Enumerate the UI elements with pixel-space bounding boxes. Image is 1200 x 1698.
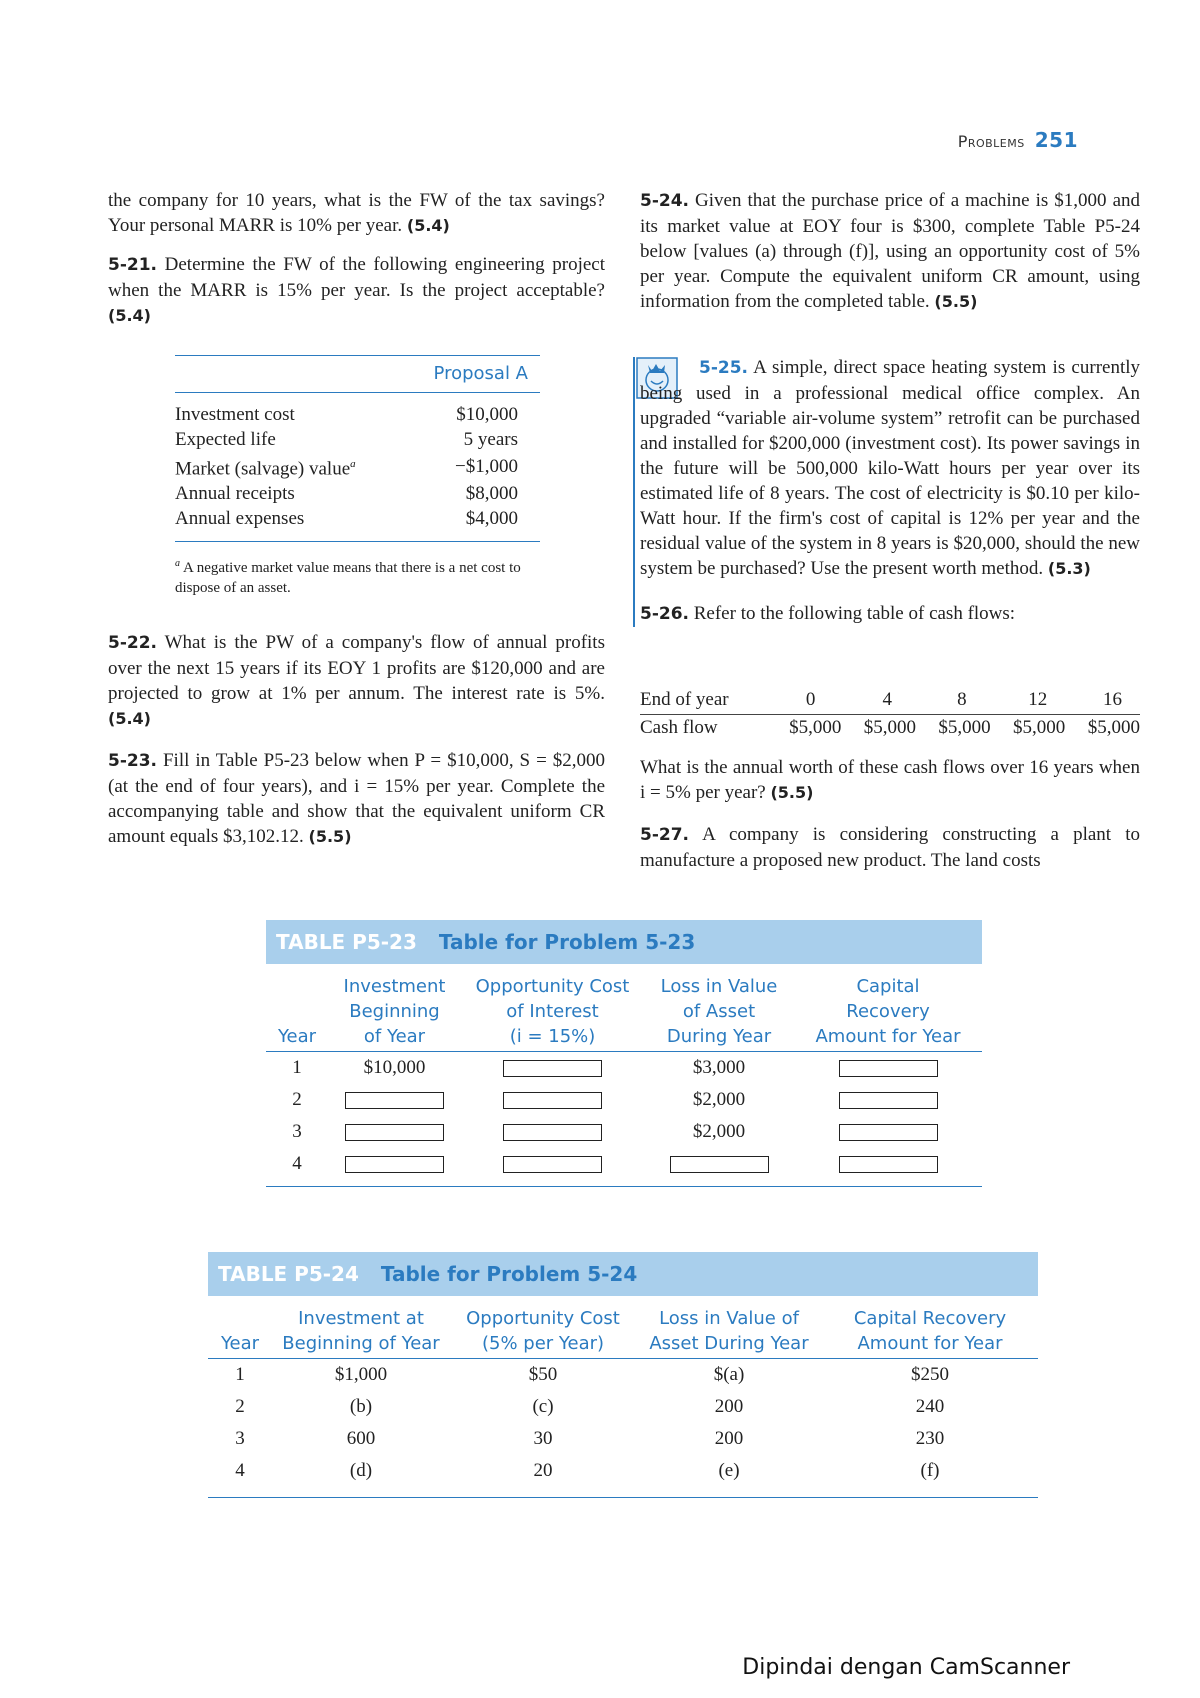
answer-box[interactable]	[503, 1092, 602, 1109]
table-row: Expected life 5 years	[175, 429, 518, 450]
problem-5-20-continuation: the company for 10 years, what is the FW of the tax savings? Your personal MARR is 10% per year. (5.4)	[108, 190, 605, 236]
answer-box[interactable]	[839, 1124, 938, 1141]
cash-flow-table	[640, 687, 1140, 740]
table-row: Annual expenses $4,000	[175, 508, 518, 530]
answer-box[interactable]	[503, 1124, 602, 1141]
proposal-a-table	[175, 355, 540, 598]
table-row: Annual receipts $8,000	[175, 483, 518, 505]
problem-5-25: 5-25. A simple, direct space heating system is currently being used in a professional medical office complex. An upgraded “variable air-volume system” retrofit can be purchased and installed for $200,000 (investment cost). Its power savings in the future will be 500,000 kilo-Watt hours per year over its estimated life of 8 years. The cost of electricity is $0.10 per kilo-Watt hour. If the firm's cost of capital is 12% per year and the residual value of the system in 8 years is $20,000, should the new system be purchased? Use the present worth method. (5.3)	[640, 357, 1141, 579]
table-row: 2 (b) (c) 200 240	[235, 1396, 945, 1417]
table-p5-24	[208, 1252, 1038, 1498]
table-row: 3 $2,000	[266, 1116, 982, 1148]
table-p5-23	[266, 920, 982, 1187]
answer-box[interactable]	[345, 1092, 444, 1109]
problem-5-24: 5-24. Given that the purchase price of a machine is $1,000 and its market value at EOY four is $300, complete Table P5-24 below [values (a) through (f)], using an opportunity cost of 5% per year. Compute the equivalent uniform CR amount, using information from the completed table. (5.5)	[640, 190, 1141, 312]
answer-box[interactable]	[670, 1156, 769, 1173]
left-column	[108, 188, 605, 342]
answer-box[interactable]	[503, 1060, 602, 1077]
table-row: 3 600 30 200 230	[235, 1428, 945, 1449]
table-row: Market (salvage) value$^a$ −$1,000	[175, 456, 518, 480]
proposal-a-header: Proposal A	[433, 363, 528, 384]
table-row: 1 $1,000 $50 $(a) $250	[235, 1364, 949, 1385]
table-row: Investment cost $10,000	[175, 404, 518, 425]
scanner-watermark: Dipindai dengan CamScanner	[742, 1655, 1070, 1680]
table-row: 4	[266, 1148, 982, 1180]
answer-box[interactable]	[839, 1156, 938, 1173]
answer-box[interactable]	[503, 1156, 602, 1173]
table-header-row: Year Investment at Beginning of Year Opportunity Cost (5% per Year) Loss in Value of Asset During Year Capital Recovery Amount for Year	[208, 1296, 1038, 1359]
table-row: End of year 0 4 8 12 16	[640, 687, 1140, 715]
table-p5-23-caption: TABLE P5-23 Table for Problem 5-23	[266, 920, 982, 964]
problem-5-21: 5-21. Determine the FW of the following engineering project when the MARR is 15% per year. Is the project acceptable? (5.4)	[108, 254, 605, 325]
problem-5-22: 5-22. What is the PW of a company's flow of annual profits over the next 15 years if its EOY 1 profits are $120,000 and are projected to grow at 1% per annum. The interest rate is 5%. (5.4)	[108, 632, 605, 728]
table-p5-24-caption: TABLE P5-24 Table for Problem 5-24	[208, 1252, 1038, 1296]
running-header	[958, 128, 1078, 152]
table-row: 1 $10,000 $3,000	[266, 1052, 982, 1085]
answer-box[interactable]	[839, 1092, 938, 1109]
table-row: 2 $2,000	[266, 1084, 982, 1116]
answer-box[interactable]	[345, 1124, 444, 1141]
left-column-lower	[108, 630, 605, 863]
table-row: Cash flow $5,000 $5,000 $5,000 $5,000 $5,000	[640, 717, 1140, 738]
right-column-p25	[640, 355, 1140, 641]
right-column	[640, 188, 1140, 328]
section-title: Problems	[957, 132, 1025, 151]
page-number: 251	[1034, 128, 1078, 152]
table-row: 4 (d) 20 (e) (f)	[235, 1460, 940, 1481]
right-column-lower	[640, 755, 1140, 887]
problem-5-23: 5-23. Fill in Table P5-23 below when P = $10,000, S = $2,000 (at the end of four years), and i = 15% per year. Complete the accompanying table and show that the equivalent uniform CR amount equals $3,102.12. (5.5)	[108, 750, 606, 847]
proposal-footnote: $^a$ A negative market value means that there is a net cost to dispose of an asset.	[175, 558, 521, 597]
problem-5-26-question: What is the annual worth of these cash flows over 16 years when i = 5% per year? (5.5)	[640, 757, 1140, 803]
table-header-row: Year Investment Beginning of Year Opportunity Cost of Interest (i = 15%) Loss in Value of Asset During Year Capital Recovery Amount for Year	[266, 964, 982, 1052]
problem-5-26: 5-26. Refer to the following table of cash flows:	[640, 603, 1016, 624]
problem-marker-bar	[633, 357, 635, 627]
answer-box[interactable]	[345, 1156, 444, 1173]
answer-box[interactable]	[839, 1060, 938, 1077]
problem-5-27: 5-27. A company is considering constructing a plant to manufacture a proposed new product. The land costs	[640, 824, 1141, 871]
